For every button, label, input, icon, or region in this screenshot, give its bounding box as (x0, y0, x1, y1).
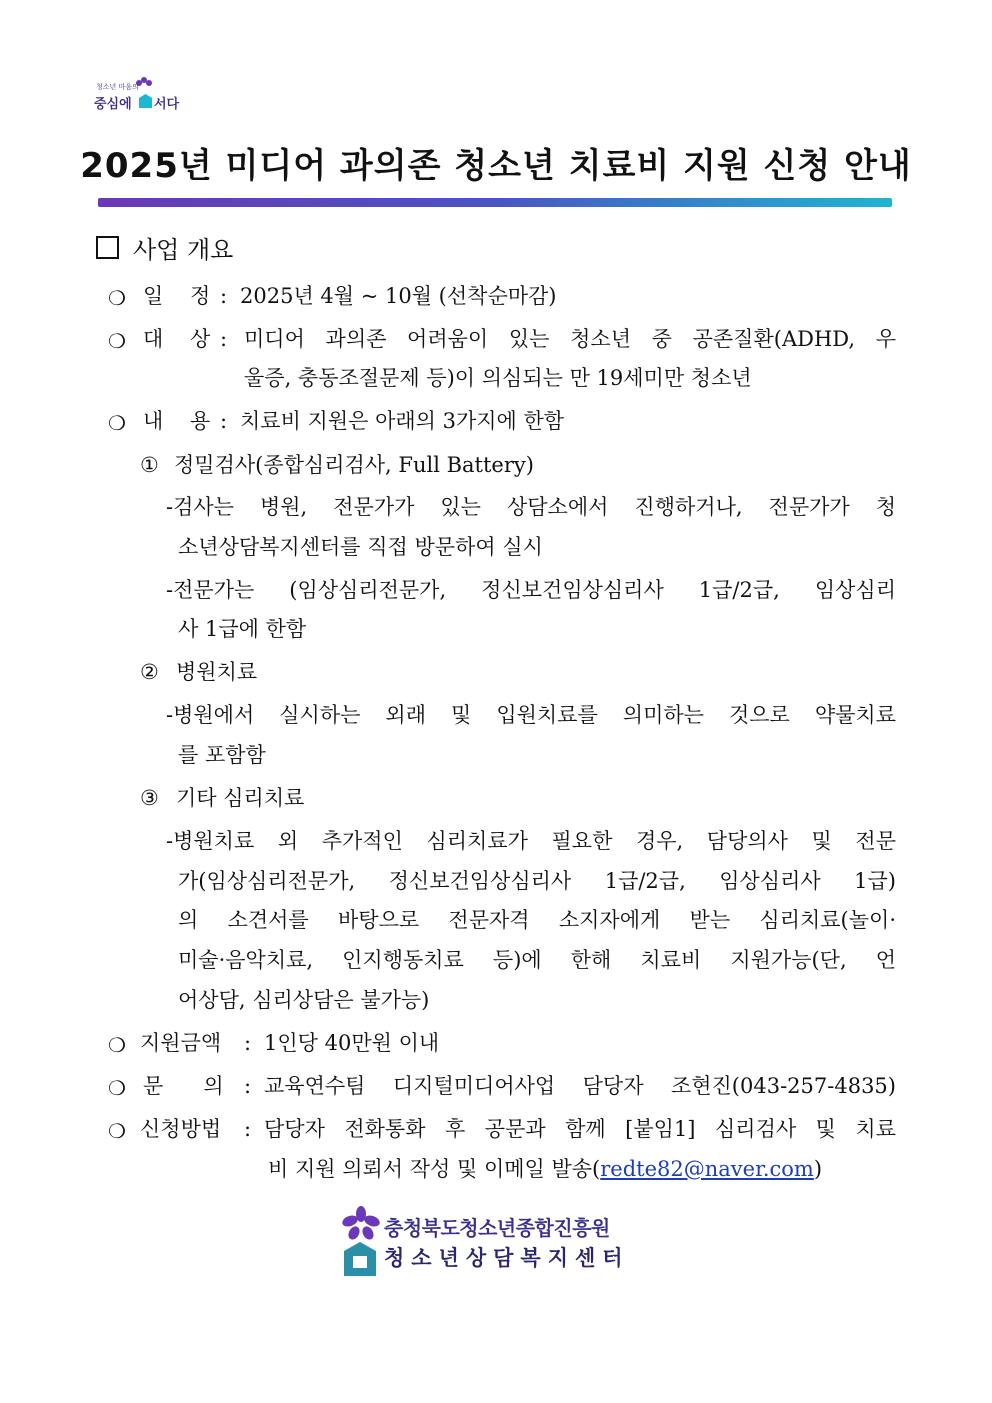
flower-logo-icon (342, 1206, 380, 1240)
email-link[interactable]: redte82@naver.com (600, 1157, 814, 1181)
inquiry-sep: : (244, 1074, 252, 1098)
item3-detail-line1: -병원치료 외 추가적인 심리치료가 필요한 경우, 담당의사 및 전문 (166, 829, 896, 853)
item3-detail-line5: 어상담, 심리상담은 불가능) (178, 988, 430, 1012)
bottom-logo (340, 1206, 660, 1278)
item2-title: 병원치료 (176, 660, 258, 684)
item3-detail-line3: 의 소견서를 바탕으로 전문자격 소지자에게 받는 심리치료(놀이· (178, 908, 896, 932)
apply-label: 신청방법 (140, 1117, 222, 1141)
item1-detail2-line1: -전문가는 (임상심리전문가, 정신보건임상심리사 1급/2급, 임상심리 (166, 578, 896, 602)
item3-detail-line4: 미술·음악치료, 인지행동치료 등)에 한해 치료비 지원가능(단, 언 (178, 948, 896, 972)
target-text-line1: 미디어 과의존 어려움이 있는 청소년 중 공존질환(ADHD, 우 (244, 327, 896, 351)
title-underline-bar (98, 198, 892, 207)
schedule-sep: : (220, 284, 228, 308)
bullet-icon: ❍ (108, 286, 126, 310)
content-sep: : (220, 409, 228, 433)
bullet-icon: ❍ (108, 1033, 126, 1057)
logo-tagline: 청소년 마음의 (96, 83, 139, 91)
item1-title: 정밀검사(종합심리검사, Full Battery) (174, 453, 534, 477)
top-logo (92, 76, 202, 116)
house-logo-icon (139, 94, 152, 108)
inquiry-text: 교육연수팀 디지털미디어사업 담당자 조현진(043-257-4835) (264, 1074, 896, 1098)
bullet-icon: ❍ (108, 1076, 126, 1100)
logo-name-left: 중심에 (94, 97, 132, 112)
bullet-icon: ❍ (108, 411, 126, 435)
item2-detail1-line1: -병원에서 실시하는 외래 및 입원치료를 의미하는 것으로 약물치료 (166, 703, 896, 727)
amount-label: 지원금액 (140, 1031, 222, 1055)
checkbox-icon (96, 236, 119, 259)
item2-detail1-line2: 를 포함함 (178, 743, 266, 767)
item3-title: 기타 심리치료 (176, 786, 305, 810)
section-heading-text: 사업 개요 (133, 236, 234, 264)
apply-sep: : (244, 1117, 252, 1141)
item1-detail1-line1: -검사는 병원, 전문가가 있는 상담소에서 진행하거나, 전문가가 청 (166, 495, 896, 519)
schedule-text: 2025년 4월 ~ 10월 (선착순마감) (240, 284, 557, 308)
amount-sep: : (244, 1031, 252, 1055)
item2-number: ② (140, 660, 159, 684)
house-logo-icon (344, 1242, 376, 1276)
apply-text-line1: 담당자 전화통화 후 공문과 함께 [붙임1] 심리검사 및 치료 (264, 1117, 896, 1141)
item3-detail-line2: 가(임상심리전문가, 정신보건임상심리사 1급/2급, 임상심리사 1급) (178, 869, 896, 893)
org-name-line1: 충청북도청소년종합진흥원 (384, 1216, 610, 1240)
item1-detail2-line2: 사 1급에 한함 (178, 617, 307, 641)
org-name-line2: 청소년상담복지센터 (384, 1246, 630, 1270)
section-heading (96, 230, 233, 265)
inquiry-label: 문 의 (143, 1074, 224, 1098)
schedule-label: 일 정 (143, 284, 211, 308)
apply-text-prefix: 비 지원 의뢰서 작성 및 이메일 발송( (268, 1157, 601, 1181)
apply-text-line2 (268, 1159, 822, 1180)
item3-number: ③ (140, 786, 159, 810)
item1-number: ① (140, 453, 159, 477)
target-label: 대 상 (143, 327, 211, 351)
bullet-icon: ❍ (108, 329, 126, 353)
content-label: 내 용 (143, 409, 211, 433)
target-sep: : (220, 327, 228, 351)
logo-name-right: 서다 (154, 97, 180, 112)
item1-detail1-line2: 소년상담복지센터를 직접 방문하여 실시 (178, 535, 543, 559)
amount-text: 1인당 40만원 이내 (264, 1031, 440, 1055)
page-title: 2025년 미디어 과의존 청소년 치료비 지원 신청 안내 (80, 146, 912, 186)
target-text-line2: 울증, 충동조절문제 등)이 의심되는 만 19세미만 청소년 (244, 366, 752, 390)
bullet-icon: ❍ (108, 1119, 126, 1143)
apply-text-suffix: ) (813, 1157, 823, 1181)
content-text: 치료비 지원은 아래의 3가지에 한함 (240, 409, 565, 433)
